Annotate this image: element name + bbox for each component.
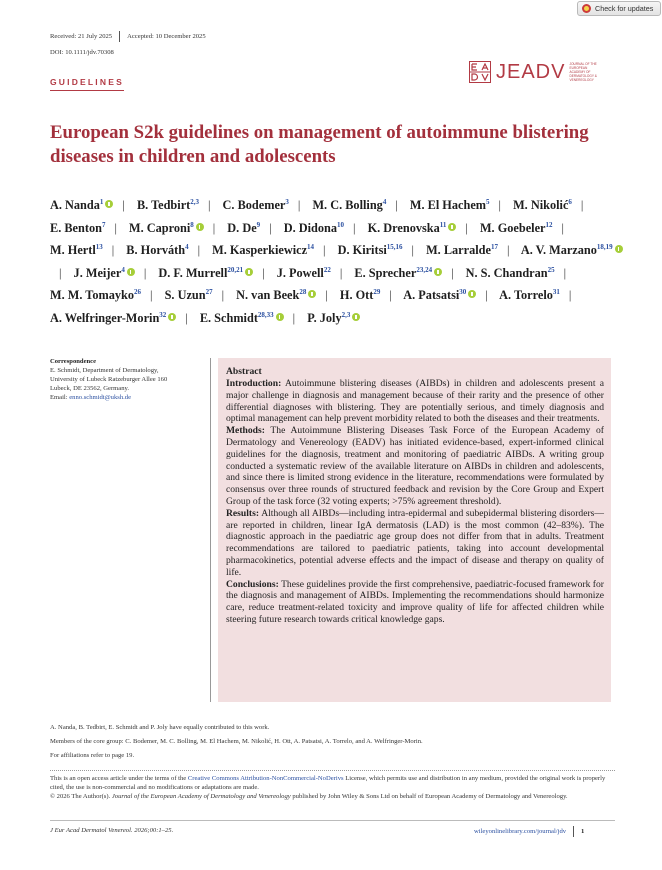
author[interactable] (403, 288, 476, 302)
affiliation-number[interactable]: 10 (337, 220, 345, 229)
affiliation-number[interactable]: 12 (545, 220, 553, 229)
orcid-icon[interactable] (196, 223, 204, 231)
author-separator: | (568, 288, 572, 303)
author-separator: | (122, 198, 125, 213)
author-name: M. M. Tomayko (50, 288, 135, 303)
correspondence-line: E. Schmidt, Department of Dermatology, (50, 367, 159, 374)
footnote-equal-contribution: A. Nanda, B. Tedbirt, E. Schmidt and P. Joly have equally contributed to this work. (50, 724, 270, 731)
affiliation-number[interactable]: 6 (568, 198, 572, 206)
author-name: A. Nanda (50, 198, 100, 213)
copyright-suffix: published by John Wiley & Sons Ltd on behalf of European Academy of Dermatology and Venereology. (292, 793, 568, 800)
author-name: K. Drenovska (367, 220, 440, 235)
author-separator: | (339, 265, 343, 280)
orcid-icon[interactable] (308, 290, 316, 298)
author-name: E. Benton (50, 220, 102, 235)
author-separator: | (563, 265, 567, 280)
correspondence-heading: Correspondence (50, 358, 97, 365)
footer-links (474, 826, 584, 837)
affiliation-number[interactable]: 8 (190, 220, 194, 229)
affiliation-number[interactable]: 5 (486, 198, 490, 206)
author-separator: | (143, 265, 147, 280)
author-name: P. Joly (307, 311, 342, 326)
journal-citation: J Eur Acad Dermatol Venereol. 2026;00:1–25. (50, 827, 174, 834)
author-separator: | (150, 288, 153, 303)
author[interactable] (312, 198, 386, 212)
author-name: D. F. Murrell (158, 265, 228, 280)
check-for-updates-label: Check for updates (595, 4, 654, 13)
author[interactable] (137, 198, 199, 212)
abstract-section-text: These guidelines provide the first comprehensive, paediatric-focused framework for the diagnosis and management of AIBDs. Implementing the recommendations should harmonize care, reduce treatment-related toxicity and improve quality of life for affected children while steering future research towards critical knowledge gaps. (226, 578, 604, 625)
copyright-prefix: © 2026 The Author(s). (50, 793, 111, 800)
crossmark-icon (582, 4, 591, 13)
author-name: A. V. Marzano (520, 243, 597, 258)
author-name: M. Nikolić (513, 198, 569, 213)
affiliation-number[interactable]: 4 (185, 243, 189, 252)
author[interactable] (338, 243, 403, 257)
license-suffix: License, which permits use and distribution in any medium, provided the original work is properly cited, the use is non-commercial and no modifications or adaptations are made. (50, 775, 606, 791)
affiliation-number[interactable]: 20,21 (227, 265, 244, 274)
orcid-icon[interactable] (168, 313, 176, 321)
affiliation-number[interactable]: 18,19 (596, 243, 613, 252)
license-link[interactable]: Creative Commons Attribution-NonCommercial-NoDerivs (187, 775, 344, 782)
affiliation-number[interactable]: 7 (101, 220, 106, 229)
affiliation-number[interactable]: 30 (459, 288, 467, 297)
copyright-journal: Journal of the European Academy of Dermatology and Venereology (111, 793, 291, 800)
abstract-divider (210, 358, 211, 702)
affiliation-number[interactable]: 9 (256, 220, 261, 229)
license-text (50, 774, 615, 792)
email-label: Email: (50, 394, 68, 401)
footnotes (50, 723, 615, 765)
author-separator: | (111, 243, 115, 258)
author[interactable] (129, 221, 204, 235)
orcid-icon[interactable] (434, 268, 442, 276)
affiliation-number[interactable]: 31 (552, 288, 560, 297)
author-name: D. Kiritsi (337, 243, 387, 258)
orcid-icon[interactable] (615, 245, 623, 253)
author-name: B. Tedbirt (136, 198, 191, 213)
author[interactable] (212, 243, 314, 257)
author-separator: | (197, 243, 201, 258)
abstract-conclusions (226, 579, 604, 626)
orcid-icon[interactable] (127, 268, 135, 276)
affiliation-number[interactable]: 14 (307, 243, 315, 252)
affiliation-number[interactable]: 17 (490, 243, 498, 252)
affiliation-number[interactable]: 29 (373, 288, 381, 297)
affiliation-number[interactable]: 4 (382, 198, 387, 206)
author-separator: | (498, 198, 501, 213)
abstract-section-text: Autoimmune blistering diseases (AIBDs) in children and adolescents present a major challenge in diagnosis and management because of their rarity and the presence of other differential diagnoses with blistering. They are potentially serious, and timely diagnosis and optimal management can help prevent morbidity related to both the diseases and their treatments. (226, 378, 604, 425)
copyright-text (50, 792, 615, 801)
license-notice (50, 774, 615, 801)
author[interactable] (513, 198, 572, 212)
affiliation-number[interactable]: 4 (121, 265, 125, 274)
author-name: D. De (227, 220, 257, 235)
abstract-methods (226, 425, 604, 508)
affiliation-number[interactable]: 3 (285, 198, 289, 206)
author-separator: | (411, 243, 414, 258)
author[interactable] (158, 266, 253, 280)
orcid-icon[interactable] (468, 290, 476, 298)
author-separator: | (395, 198, 398, 213)
affiliation-number[interactable]: 28 (299, 288, 307, 297)
author[interactable] (50, 311, 176, 325)
page-number: 1 (581, 828, 585, 835)
doi: DOI: 10.1111/jdv.70308 (50, 49, 114, 56)
eadv-logo-icon (469, 61, 491, 83)
affiliation-number[interactable]: 28,33 (257, 310, 274, 319)
author-name: C. Bodemer (222, 198, 286, 213)
author[interactable] (307, 311, 360, 325)
section-label: GUIDELINES (50, 77, 124, 91)
divider (573, 826, 574, 837)
check-for-updates-button[interactable] (577, 1, 661, 16)
correspondence-line: University of Lubeck Ratzeburger Allee 160 (50, 376, 168, 383)
author-separator: | (506, 243, 510, 258)
author-name: A. Patsatsi (403, 288, 460, 303)
author-list (50, 193, 630, 329)
author[interactable] (410, 198, 490, 212)
author[interactable] (368, 221, 457, 235)
author[interactable] (126, 243, 188, 257)
orcid-icon[interactable] (105, 200, 113, 208)
author-separator: | (297, 198, 301, 213)
author-separator: | (465, 220, 468, 235)
abstract-section-label: Results: (226, 507, 260, 519)
affiliation-number[interactable]: 11 (439, 220, 447, 229)
author-separator: | (485, 288, 488, 303)
author-separator: | (262, 265, 265, 280)
author-separator: | (292, 311, 296, 326)
author-name: J. Meijer (73, 265, 122, 280)
author[interactable] (236, 288, 316, 302)
author[interactable] (277, 266, 331, 280)
affiliation-number[interactable]: 32 (159, 310, 167, 319)
article-dates (50, 31, 250, 57)
abstract-box (218, 358, 611, 702)
footnote-core-group: Members of the core group: C. Bodemer, M. C. Bolling, M. El Hachem, M. Nikolić, H. Ott, A. Patsatsi, A. Torrelo, and A. Welfringer-Morin. (50, 738, 423, 745)
author-name: A. Torrelo (499, 288, 553, 303)
author-separator: | (59, 265, 62, 280)
affiliation-number[interactable]: 23,24 (416, 265, 433, 274)
author-name: M. Kasperkiewicz (212, 243, 308, 258)
author[interactable] (466, 266, 555, 280)
author-name: M. Goebeler (479, 220, 546, 235)
abstract-results (226, 508, 604, 579)
author[interactable] (227, 221, 260, 235)
author[interactable] (499, 288, 560, 302)
abstract-section-text: The Autoimmune Blistering Diseases Task Force of the European Academy of Dermatology and Venereology (EADV) has initiated evidence-based, expert-informed clinical guidelines for the diagnosis, treatment and monitoring of paediatric AIBDs. A writing group conducted a systematic review of the available literature on AIBDs in children and adolescents, and since there is limited strong evidence in the literature, recommendations were formulated by consensus over three rounds of structured feedback and revision by the Core Group and Expert Group of the task force (32 voting experts; >75% agreement threshold). (226, 425, 604, 507)
author[interactable] (50, 243, 103, 257)
divider (119, 31, 120, 42)
orcid-icon[interactable] (448, 223, 456, 231)
author-separator: | (323, 243, 326, 258)
author-name: M. Larralde (426, 243, 491, 258)
author[interactable] (50, 221, 105, 235)
author[interactable] (521, 243, 623, 257)
journal-wordmark: JEADV (496, 60, 566, 83)
footnote-divider (50, 770, 615, 771)
author-name: B. Horváth (126, 243, 186, 258)
author-separator: | (451, 265, 454, 280)
abstract-section-label: Methods: (226, 425, 265, 437)
author[interactable] (354, 266, 442, 280)
affiliation-number[interactable]: 15,16 (386, 243, 403, 252)
abstract-section-text: Although all AIBDs—including intra-epidermal and subepidermal blistering disorders—are reported in children, linear IgA dermatosis (LAD) is the most common (42–83%). The diagnostic approach in the paediatric age group does not differ from that in adults. Treatment recommendations are tailored to paediatric patients, taking into account developmental pharmacokinetics, potential adverse effects and the impact of disease and therapy on quality of life. (226, 507, 604, 578)
author-name: E. Sprecher (354, 265, 417, 280)
author-separator: | (561, 220, 564, 235)
correspondence-line: Lubeck, DE 23562, Germany. (50, 385, 130, 392)
footnote-affiliations: For affiliations refer to page 19. (50, 752, 135, 759)
author[interactable] (426, 243, 498, 257)
license-prefix: This is an open access article under the terms of the (50, 775, 187, 782)
author[interactable] (165, 288, 213, 302)
footer-divider (50, 820, 615, 821)
author-name: S. Uzun (164, 288, 206, 303)
author-name: J. Powell (276, 265, 324, 280)
affiliation-number[interactable]: 26 (134, 288, 142, 297)
author[interactable] (200, 311, 284, 325)
affiliation-number[interactable]: 2,3 (190, 198, 199, 206)
author-name: A. Welfringer-Morin (50, 311, 160, 326)
correspondence-email-link[interactable]: enno.schmidt@uksh.de (69, 394, 131, 401)
author-name: H. Ott (339, 288, 374, 303)
affiliation-number[interactable]: 27 (205, 288, 213, 297)
journal-url-link[interactable]: wileyonlinelibrary.com/journal/jdv (474, 828, 567, 835)
orcid-icon[interactable] (245, 268, 253, 276)
author-name: N. S. Chandran (465, 265, 548, 280)
author[interactable] (223, 198, 289, 212)
author[interactable] (50, 288, 141, 302)
affiliation-number[interactable]: 2,3 (341, 310, 351, 319)
abstract-introduction (226, 378, 604, 425)
correspondence (50, 357, 200, 402)
author-name: M. C. Bolling (312, 198, 383, 213)
correspondence-email-row (50, 393, 200, 402)
author-separator: | (353, 220, 356, 235)
article-title: European S2k guidelines on management of autoimmune blistering diseases in children and adolescents (50, 122, 589, 167)
accepted-date: Accepted: 10 December 2025 (127, 33, 206, 40)
author-name: E. Schmidt (199, 311, 258, 326)
author-separator: | (269, 220, 272, 235)
author[interactable] (480, 221, 553, 235)
author-name: M. Hertl (50, 243, 96, 258)
affiliation-number[interactable]: 1 (99, 198, 104, 206)
author-separator: | (325, 288, 328, 303)
author[interactable] (340, 288, 380, 302)
author-separator: | (389, 288, 392, 303)
author[interactable] (284, 221, 344, 235)
author-separator: | (212, 220, 216, 235)
author-separator: | (185, 311, 188, 326)
author[interactable] (50, 198, 113, 212)
author-name: D. Didona (283, 220, 338, 235)
journal-tagline: JOURNAL OF THE EUROPEAN ACADEMY OF DERMATOLOGY & VENEREOLOGY (569, 62, 597, 82)
journal-logo[interactable] (469, 60, 614, 84)
author-separator: | (221, 288, 225, 303)
author-separator: | (580, 198, 584, 213)
author[interactable] (74, 266, 135, 280)
abstract-heading: Abstract (226, 366, 262, 377)
author-name: N. van Beek (236, 288, 300, 303)
orcid-icon[interactable] (276, 313, 284, 321)
received-date: Received: 21 July 2025 (50, 33, 113, 40)
affiliation-number[interactable]: 13 (95, 243, 103, 252)
abstract-section-label: Conclusions: (226, 578, 279, 590)
author-separator: | (114, 220, 117, 235)
affiliation-number[interactable]: 22 (323, 265, 331, 274)
orcid-icon[interactable] (352, 313, 360, 321)
author-separator: | (208, 198, 211, 213)
abstract-section-label: Introduction: (226, 378, 282, 389)
affiliation-number[interactable]: 25 (547, 265, 555, 274)
author-name: M. El Hachem (409, 198, 487, 213)
author-name: M. Caproni (128, 220, 191, 235)
